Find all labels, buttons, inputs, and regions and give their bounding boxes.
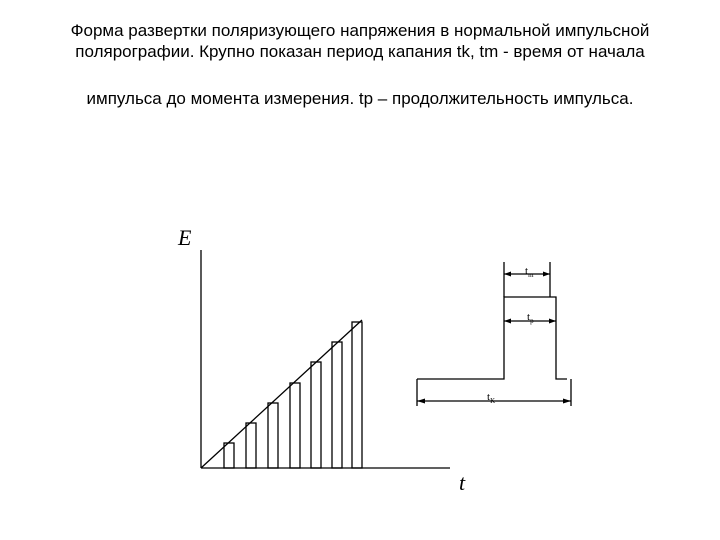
x-axis-label: t <box>459 470 466 495</box>
tm-arrow-right <box>543 272 550 277</box>
ramp-pulse <box>332 342 342 468</box>
tp-label: $t_p$ <box>527 311 534 325</box>
tm-label: $t_m$ <box>525 265 534 279</box>
ramp-pulses <box>224 322 362 468</box>
ramp-pulse <box>224 443 234 468</box>
tp-arrow-left <box>504 319 511 324</box>
pulse-waveform <box>417 297 567 379</box>
caption-line-1: Форма развертки поляризующего напряжения в нормальной импульсной <box>70 21 650 40</box>
tk-arrow-right <box>563 399 571 404</box>
y-axis-label: E <box>178 225 192 250</box>
ramp-pulse <box>290 383 300 468</box>
ramp-pulse <box>246 423 256 468</box>
tk-arrow-left <box>417 399 425 404</box>
caption-line-3: импульса до момента измерения. tp – продолжительность импульса. <box>86 89 634 108</box>
ramp-pulse <box>311 362 321 468</box>
ramp-pulse <box>352 322 362 468</box>
caption-line-2: полярографии. Крупно показан период капания tk, tm - время от начала <box>75 42 645 61</box>
tp-arrow-right <box>549 319 556 324</box>
ramp-pulse <box>268 403 278 468</box>
tm-arrow-left <box>504 272 511 277</box>
tk-label: $t_K$ <box>487 391 496 405</box>
